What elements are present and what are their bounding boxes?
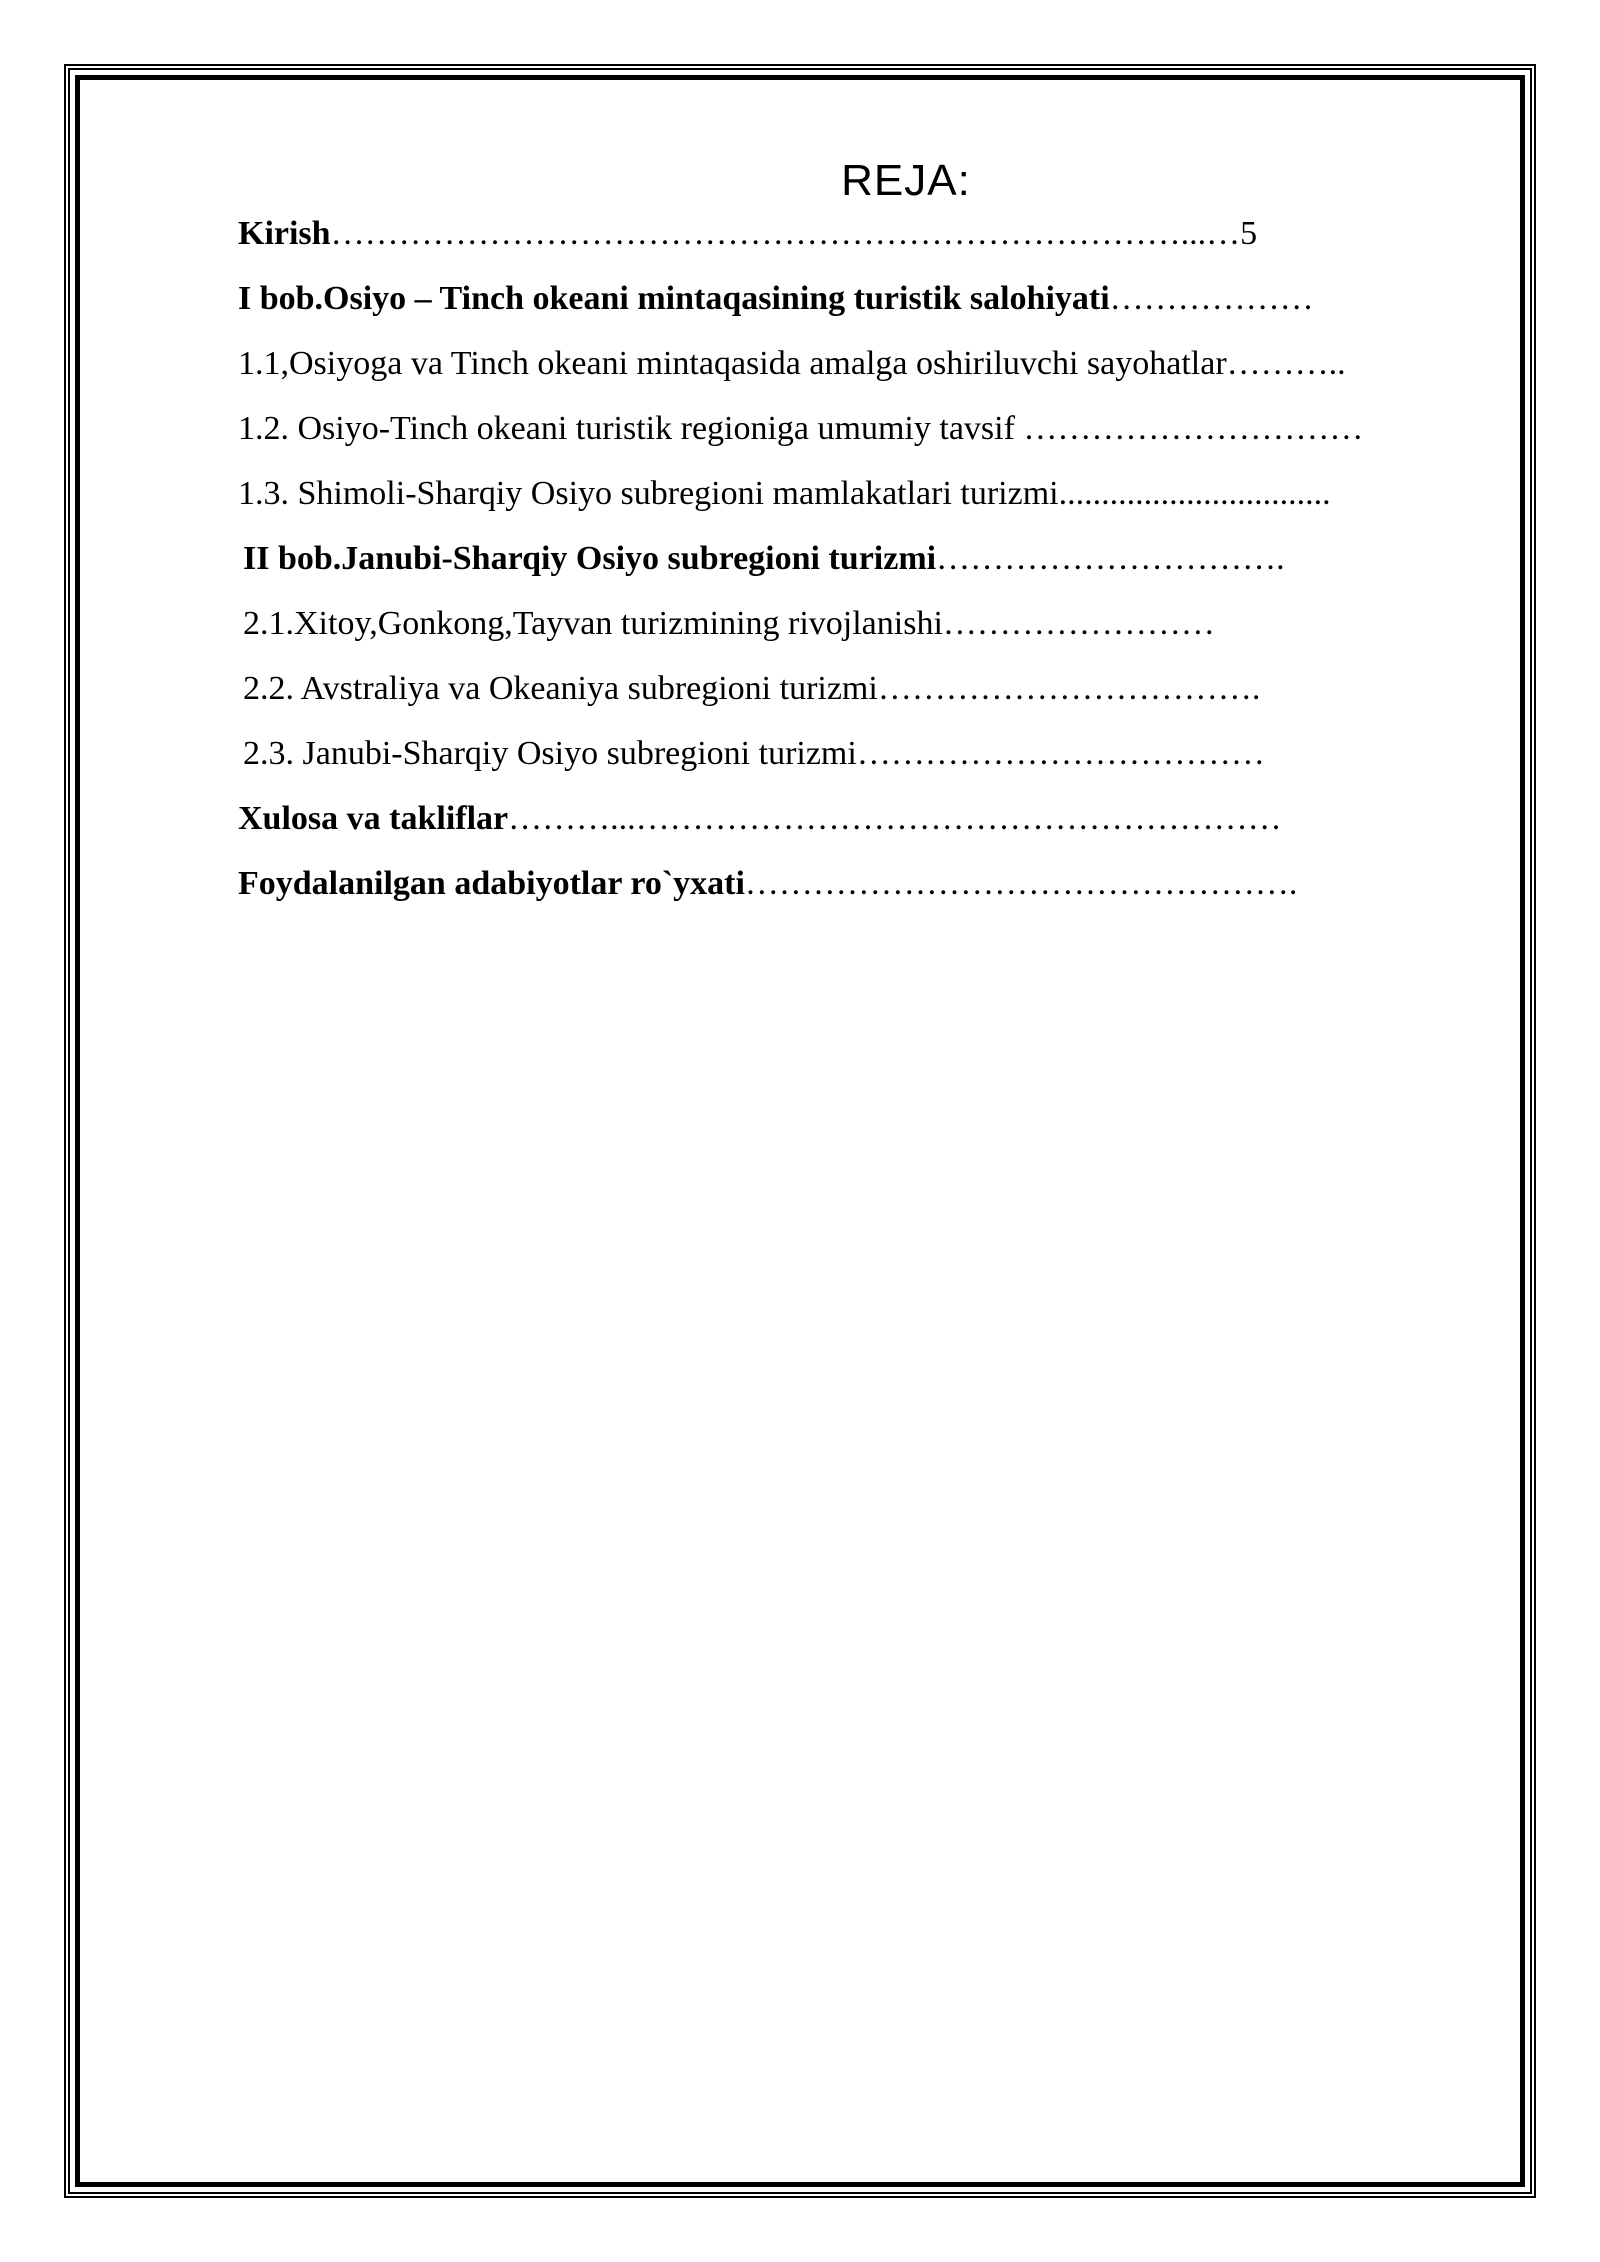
toc-entry-section-2-1 — [238, 598, 1508, 663]
toc-entry-leader: …………………………………………. — [744, 865, 1298, 902]
toc-entry-leader: ………………………… — [1023, 410, 1364, 447]
toc-entry-kirish — [238, 208, 1508, 273]
toc-entry-label: Foydalanilgan adabiyotlar ro`yxati — [238, 865, 745, 902]
toc-entry-leader: ………...………………………………………………… — [508, 800, 1282, 837]
toc-entry-leader: …………………………………………………………………...…5 — [330, 215, 1258, 252]
toc-entry-section-1-1 — [238, 338, 1508, 403]
toc-entry-section-2-2 — [238, 663, 1508, 728]
toc-entry-label: 2.2. Avstraliya va Okeaniya subregioni turizmi — [243, 670, 878, 707]
page-title: REJA: — [841, 156, 971, 205]
table-of-contents — [238, 208, 1508, 923]
toc-entry-label: Kirish — [238, 215, 331, 252]
toc-entry-section-1-3 — [238, 468, 1508, 533]
toc-entry-section-1-2 — [238, 403, 1508, 468]
toc-entry-leader: ……………………………. — [877, 670, 1261, 707]
toc-entry-leader: ……………… — [1109, 280, 1314, 317]
toc-entry-label: I bob.Osiyo – Tinch okeani mintaqasining turistik salohiyati — [238, 280, 1110, 317]
toc-entry-chapter-1 — [238, 273, 1508, 338]
toc-entry-label: 1.3. Shimoli-Sharqiy Osiyo subregioni mamlakatlari turizmi — [238, 475, 1059, 512]
toc-entry-leader: …………………… — [942, 605, 1215, 642]
toc-entry-conclusion — [238, 793, 1508, 858]
toc-entry-leader: ................................ — [1058, 475, 1331, 512]
toc-entry-label: 1.2. Osiyo-Tinch okeani turistik regioniga umumiy tavsif — [238, 410, 1024, 447]
toc-entry-label: 1.1,Osiyoga va Tinch okeani mintaqasida amalga oshiriluvchi sayohatlar — [238, 345, 1227, 382]
toc-entry-leader: ……….. — [1226, 345, 1346, 382]
toc-entry-label: II bob.Janubi-Sharqiy Osiyo subregioni turizmi — [243, 540, 937, 577]
toc-entry-leader: ……………………………… — [856, 735, 1265, 772]
toc-entry-label: 2.1.Xitoy,Gonkong,Tayvan turizmining rivojlanishi — [243, 605, 943, 642]
toc-entry-leader: …………………………. — [936, 540, 1285, 577]
toc-entry-label: 2.3. Janubi-Sharqiy Osiyo subregioni turizmi — [243, 735, 857, 772]
toc-entry-label: Xulosa va takliflar — [238, 800, 509, 837]
toc-entry-section-2-3 — [238, 728, 1508, 793]
toc-entry-references — [238, 858, 1508, 923]
toc-entry-chapter-2 — [238, 533, 1508, 598]
